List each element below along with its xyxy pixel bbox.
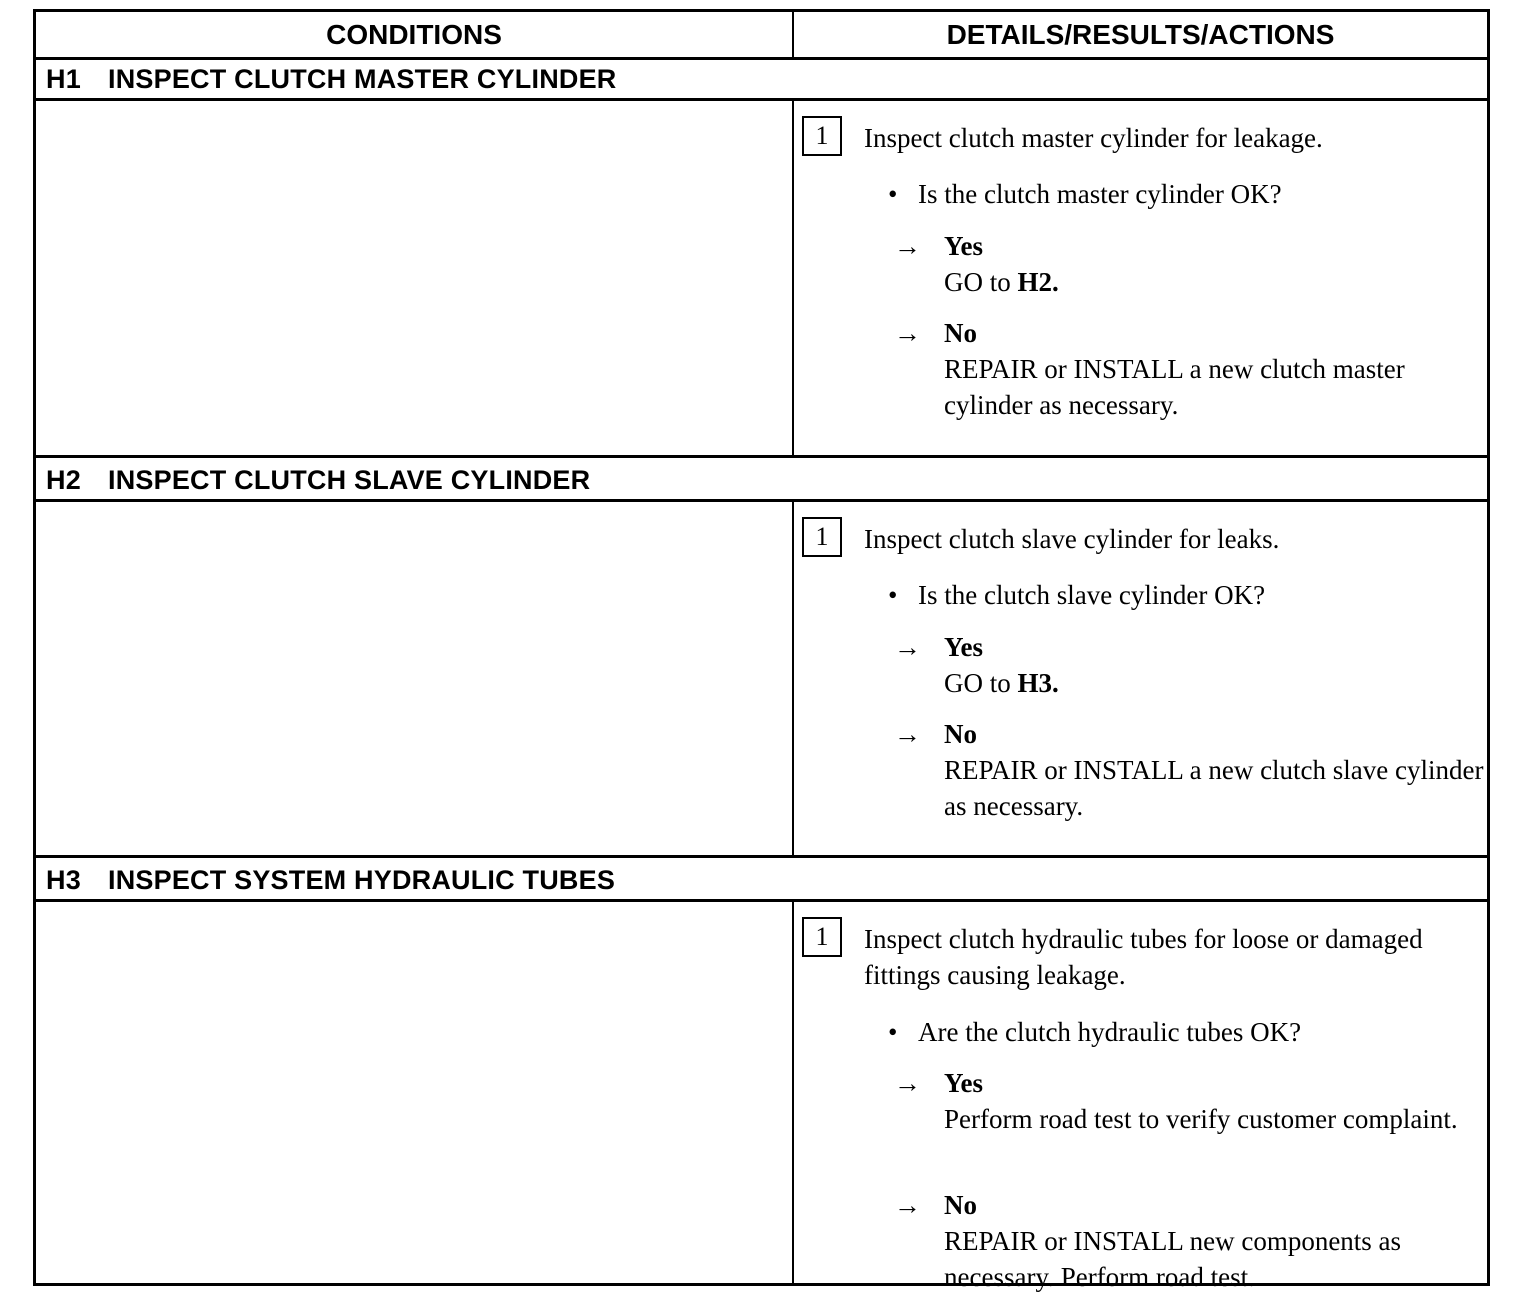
goto-ref: H3. xyxy=(1017,668,1059,698)
section-code: H1 xyxy=(46,64,81,94)
conditions-cell xyxy=(36,902,794,1283)
no-label: No xyxy=(944,719,977,749)
yes-action: Perform road test to verify customer complaint. xyxy=(944,1104,1458,1134)
question-text: Are the clutch hydraulic tubes OK? xyxy=(918,1017,1302,1047)
goto-ref: H2. xyxy=(1017,267,1059,297)
section-body-h2 xyxy=(36,502,1487,855)
section-title-h3 xyxy=(36,858,1487,902)
bullet-icon: • xyxy=(888,580,898,610)
no-action: REPAIR or INSTALL a new clutch slave cylinder as necessary. xyxy=(944,755,1484,821)
details-header: DETAILS/RESULTS/ACTIONS xyxy=(946,19,1335,50)
diagnostic-table xyxy=(33,9,1490,1292)
bullet-icon: • xyxy=(888,179,898,209)
no-label: No xyxy=(944,318,977,348)
section-body-h1 xyxy=(36,101,1487,457)
arrow-right-icon: → xyxy=(894,632,921,662)
step-text: Inspect clutch master cylinder for leakage. xyxy=(864,123,1323,153)
section-body-h3 xyxy=(36,902,1487,1292)
yes-label: Yes xyxy=(944,1068,983,1098)
conditions-cell xyxy=(36,502,794,855)
section-name: INSPECT CLUTCH SLAVE CYLINDER xyxy=(108,465,591,495)
no-action: REPAIR or INSTALL a new clutch master cylinder as necessary. xyxy=(944,354,1405,420)
arrow-right-icon: → xyxy=(894,1068,921,1098)
section-code: H2 xyxy=(46,465,81,495)
arrow-right-icon: → xyxy=(894,719,921,749)
step-number-box: 1 xyxy=(802,917,842,957)
step-text: Inspect clutch slave cylinder for leaks. xyxy=(864,524,1280,554)
no-action: REPAIR or INSTALL new components as necessary. Perform road test. xyxy=(944,1226,1402,1292)
arrow-right-icon: → xyxy=(894,231,921,261)
section-title-h1 xyxy=(36,57,1487,101)
step-number-box: 1 xyxy=(802,517,842,557)
yes-label: Yes xyxy=(944,231,983,261)
arrow-right-icon: → xyxy=(894,1190,921,1220)
yes-label: Yes xyxy=(944,632,983,662)
section-name: INSPECT CLUTCH MASTER CYLINDER xyxy=(108,64,617,94)
question-text: Is the clutch master cylinder OK? xyxy=(918,179,1282,209)
question-text: Is the clutch slave cylinder OK? xyxy=(918,580,1266,610)
step-text: Inspect clutch hydraulic tubes for loose or damaged fittings causing leakage. xyxy=(864,924,1423,990)
table-header xyxy=(36,12,1487,60)
no-label: No xyxy=(944,1190,977,1220)
yes-action: GO to H2. xyxy=(944,267,1059,297)
bullet-icon: • xyxy=(888,1017,898,1047)
step-number-box: 1 xyxy=(802,116,842,156)
section-title-h2 xyxy=(36,458,1487,502)
yes-action: GO to H3. xyxy=(944,668,1059,698)
section-name: INSPECT SYSTEM HYDRAULIC TUBES xyxy=(108,865,616,895)
conditions-cell xyxy=(36,101,794,457)
arrow-right-icon: → xyxy=(894,318,921,348)
conditions-header: CONDITIONS xyxy=(36,12,794,57)
section-code: H3 xyxy=(46,865,81,895)
